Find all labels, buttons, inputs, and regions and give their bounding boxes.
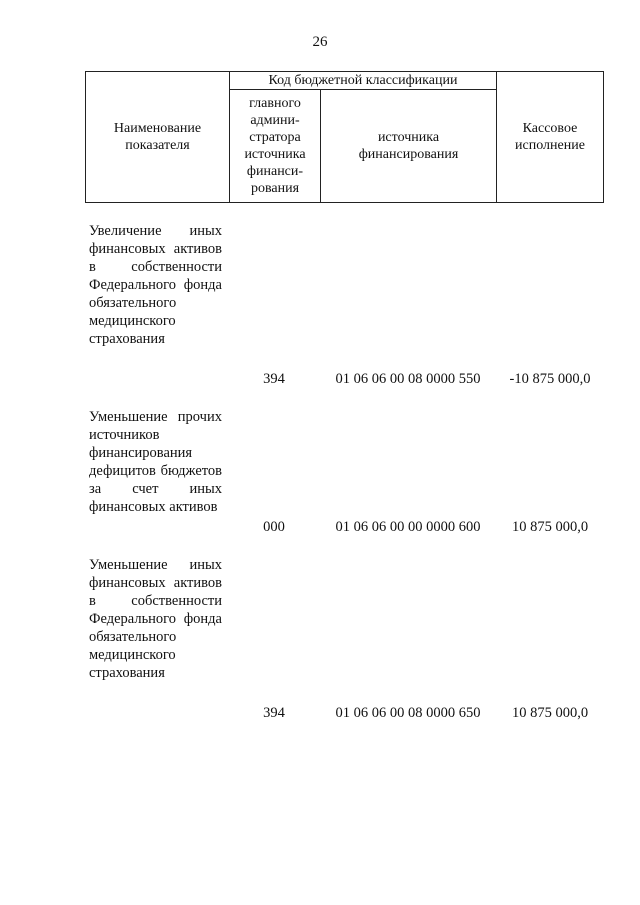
header-budget-code-group: Код бюджетной классификации — [230, 72, 497, 90]
table-header — [85, 71, 604, 203]
header-main-administrator: главного админи-стратора источника финанси-рования — [230, 90, 321, 203]
indicator-name: Увеличение иных финансовых активов в собственности Федерального фонда обязательного медицинского страхования — [89, 223, 222, 347]
header-funding-source: источника финансирования — [321, 90, 497, 203]
admin-code: 394 — [263, 371, 285, 387]
source-code: 01 06 06 00 00 0000 600 — [335, 519, 481, 535]
cash-amount: 10 875 000,0 — [511, 519, 589, 535]
indicator-name: Уменьшение прочих источников финансирования дефицитов бюджетов за счет иных финансовых активов — [89, 409, 222, 515]
page-number: 26 — [312, 34, 328, 50]
admin-code: 394 — [263, 705, 285, 721]
admin-code: 000 — [263, 519, 285, 535]
source-code: 01 06 06 00 08 0000 650 — [335, 705, 481, 721]
source-code: 01 06 06 00 08 0000 550 — [335, 371, 481, 387]
indicator-name: Уменьшение иных финансовых активов в собственности Федерального фонда обязательного медицинского страхования — [89, 557, 222, 681]
header-indicator-name: Наименование показателя — [86, 72, 230, 203]
cash-amount: 10 875 000,0 — [511, 705, 589, 721]
cash-amount: -10 875 000,0 — [509, 371, 591, 387]
header-cash-execution: Кассовое исполнение — [497, 72, 604, 203]
